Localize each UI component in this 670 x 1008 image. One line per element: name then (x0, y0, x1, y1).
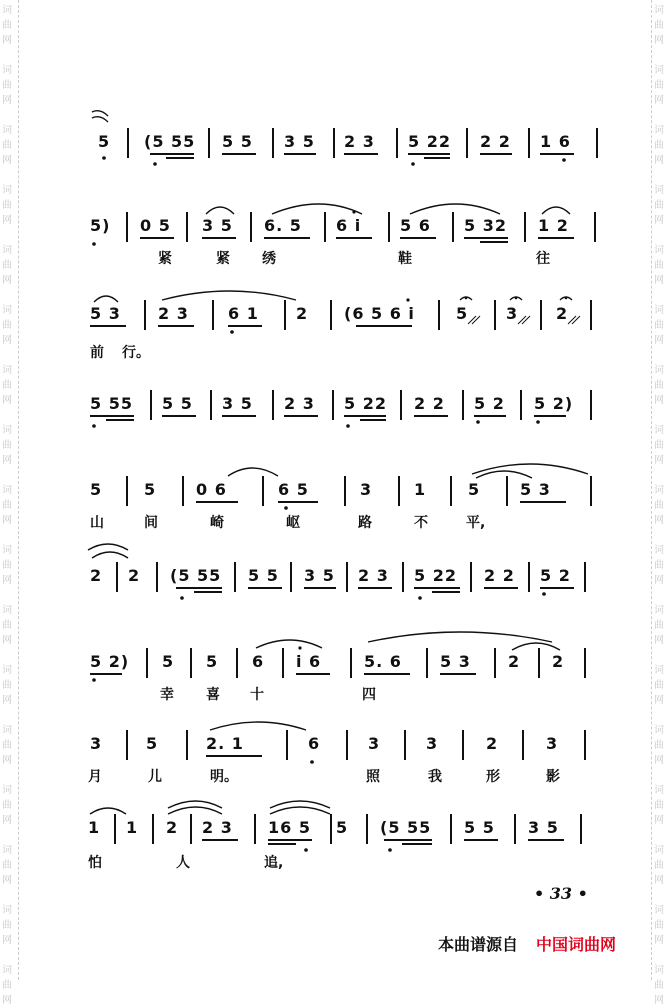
measure: 3 (368, 734, 381, 753)
measure: 1 (414, 480, 427, 499)
watermark-glyph: 曲 (654, 500, 664, 511)
measure: 5 2) (534, 394, 574, 413)
barline (584, 730, 586, 760)
barline (594, 212, 596, 242)
measure: 5 5 (222, 132, 253, 151)
lyric: 明。 (210, 769, 238, 785)
barline (402, 562, 404, 592)
source-label: 本曲谱源自 (438, 935, 519, 954)
page-number: • 33 • (534, 884, 588, 903)
lyric: 形 (486, 769, 500, 785)
barline (250, 212, 252, 242)
barline (470, 562, 472, 592)
watermark-glyph: 网 (654, 995, 664, 1006)
watermark-glyph: 网 (2, 275, 12, 286)
lyric: 我 (428, 769, 442, 785)
lyric: 前 (90, 345, 104, 361)
measure: 3 (426, 734, 439, 753)
measure: 16 5 (268, 818, 311, 837)
measure: 3 (506, 304, 519, 323)
watermark-glyph: 曲 (2, 740, 12, 751)
watermark-glyph: 网 (654, 575, 664, 586)
watermark-glyph: 曲 (2, 560, 12, 571)
barline (286, 730, 288, 760)
barline (146, 648, 148, 678)
watermark-glyph: 词 (2, 185, 12, 196)
measure: 2 2 (414, 394, 445, 413)
measure: 5 (146, 734, 159, 753)
watermark-glyph: 网 (654, 695, 664, 706)
measure: 5 5 (162, 394, 193, 413)
measure: 2 (296, 304, 309, 323)
measure: 5. 6 (364, 652, 402, 671)
measure: 0 6 (196, 480, 227, 499)
watermark-glyph: 词 (2, 305, 12, 316)
barline (450, 814, 452, 844)
measure: 2 (486, 734, 499, 753)
measure: 5 3 (90, 304, 121, 323)
watermark-glyph: 网 (2, 755, 12, 766)
watermark-glyph: 词 (2, 785, 12, 796)
measure: 2 (166, 818, 179, 837)
measure: 3 5 (202, 216, 233, 235)
measure: 5 (144, 480, 157, 499)
watermark-glyph: 网 (654, 395, 664, 406)
watermark-glyph: 网 (654, 755, 664, 766)
measure: 3 5 (304, 566, 335, 585)
measure: 3 (546, 734, 559, 753)
measure: 5 5 (248, 566, 279, 585)
lyric: 崎 (210, 515, 224, 531)
barline (234, 562, 236, 592)
watermark-glyph: 词 (654, 905, 664, 916)
barline (330, 814, 332, 844)
left-watermark-strip (0, 0, 19, 1006)
barline (330, 300, 332, 330)
barline (528, 562, 530, 592)
watermark-glyph: 网 (2, 215, 12, 226)
source-footer (438, 932, 616, 955)
lyric: 间 (144, 515, 158, 531)
measure: 6 (252, 652, 265, 671)
barline (332, 390, 334, 420)
watermark-glyph: 词 (2, 905, 12, 916)
barline (116, 562, 118, 592)
watermark-glyph: 网 (654, 635, 664, 646)
watermark-glyph: 曲 (2, 320, 12, 331)
barline (212, 300, 214, 330)
measure: 3 5 (222, 394, 253, 413)
watermark-glyph: 网 (2, 155, 12, 166)
watermark-glyph: 曲 (654, 920, 664, 931)
watermark-glyph: 曲 (2, 860, 12, 871)
measure: 5 2 (474, 394, 505, 413)
measure: 5 2 (540, 566, 571, 585)
barline (236, 648, 238, 678)
measure: 2 3 (202, 818, 233, 837)
watermark-glyph: 曲 (2, 800, 12, 811)
watermark-glyph: 词 (654, 965, 664, 976)
barline (538, 648, 540, 678)
barline (494, 648, 496, 678)
watermark-glyph: 词 (2, 65, 12, 76)
measure: 2 3 (284, 394, 315, 413)
watermark-glyph: 词 (654, 545, 664, 556)
barline (186, 730, 188, 760)
site-name[interactable]: 中国词曲网 (536, 935, 617, 954)
lyric: 十 (250, 687, 264, 703)
barline (126, 730, 128, 760)
watermark-glyph: 曲 (2, 500, 12, 511)
measure: 2 (90, 566, 103, 585)
measure: 6 i (336, 216, 362, 235)
watermark-glyph: 词 (2, 605, 12, 616)
lyric: 紧 (158, 251, 172, 267)
barline (210, 390, 212, 420)
watermark-glyph: 曲 (654, 380, 664, 391)
measure: 2 (552, 652, 565, 671)
barline (366, 814, 368, 844)
watermark-glyph: 曲 (2, 920, 12, 931)
measure: 1 6 (540, 132, 571, 151)
watermark-glyph: 网 (2, 455, 12, 466)
watermark-glyph: 曲 (654, 440, 664, 451)
watermark-glyph: 词 (654, 785, 664, 796)
measure: (5 55 (170, 566, 222, 585)
watermark-glyph: 曲 (654, 620, 664, 631)
watermark-glyph: 网 (2, 575, 12, 586)
barline (346, 730, 348, 760)
measure: 6 5 (278, 480, 309, 499)
barline (290, 562, 292, 592)
lyric: 往 (536, 251, 550, 267)
watermark-glyph: 网 (654, 455, 664, 466)
lyric: 人 (176, 855, 190, 871)
measure: 2 3 (158, 304, 189, 323)
barline (350, 648, 352, 678)
watermark-glyph: 网 (654, 515, 664, 526)
lyric: 岖 (286, 515, 300, 531)
barline (426, 648, 428, 678)
barline (114, 814, 116, 844)
watermark-glyph: 词 (2, 845, 12, 856)
watermark-glyph: 曲 (2, 260, 12, 271)
barline (540, 300, 542, 330)
watermark-glyph: 网 (2, 95, 12, 106)
measure: 0 5 (140, 216, 171, 235)
lyric: 行。 (122, 345, 150, 361)
watermark-glyph: 词 (654, 845, 664, 856)
measure: 3 5 (284, 132, 315, 151)
watermark-glyph: 曲 (2, 380, 12, 391)
watermark-glyph: 词 (2, 665, 12, 676)
watermark-glyph: 词 (654, 485, 664, 496)
watermark-glyph: 网 (654, 875, 664, 886)
lyric: 路 (358, 515, 372, 531)
watermark-glyph: 词 (654, 305, 664, 316)
watermark-glyph: 词 (2, 485, 12, 496)
lyric: 不 (414, 515, 428, 531)
barline (127, 128, 129, 158)
barline (396, 128, 398, 158)
measure: (5 55 (144, 132, 196, 151)
watermark-glyph: 词 (654, 425, 664, 436)
barline (452, 212, 454, 242)
watermark-glyph: 曲 (2, 680, 12, 691)
lyric: 月 (88, 769, 102, 785)
measure: 5 22 (344, 394, 387, 413)
watermark-glyph: 曲 (654, 20, 664, 31)
barline (144, 300, 146, 330)
barline (494, 300, 496, 330)
barline (590, 476, 592, 506)
watermark-glyph: 词 (654, 365, 664, 376)
measure: 5 22 (408, 132, 451, 151)
watermark-glyph: 曲 (654, 680, 664, 691)
watermark-glyph: 网 (654, 815, 664, 826)
watermark-glyph: 曲 (2, 620, 12, 631)
barline (272, 390, 274, 420)
measure: 5 32 (464, 216, 507, 235)
lyric: 追, (264, 855, 284, 871)
barline (466, 128, 468, 158)
measure: 5 (456, 304, 469, 323)
watermark-glyph: 词 (2, 545, 12, 556)
right-watermark-strip (651, 0, 670, 1006)
barline (462, 390, 464, 420)
barline (398, 476, 400, 506)
barline (262, 476, 264, 506)
barline (186, 212, 188, 242)
watermark-glyph: 曲 (654, 980, 664, 991)
measure: 5 (90, 480, 103, 499)
lyric: 影 (546, 769, 560, 785)
lyric: 绣 (262, 251, 276, 267)
measure: 5 5 (464, 818, 495, 837)
watermark-glyph: 曲 (2, 140, 12, 151)
watermark-glyph: 词 (654, 65, 664, 76)
watermark-glyph: 词 (654, 245, 664, 256)
measure: 5 (206, 652, 219, 671)
watermark-glyph: 曲 (2, 80, 12, 91)
barline (282, 648, 284, 678)
barline (254, 814, 256, 844)
watermark-glyph: 词 (2, 425, 12, 436)
measure: (6 5 6 i (344, 304, 415, 323)
watermark-glyph: 网 (2, 875, 12, 886)
barline (208, 128, 210, 158)
watermark-glyph: 网 (2, 515, 12, 526)
barline (506, 476, 508, 506)
barline (272, 128, 274, 158)
barline (388, 212, 390, 242)
lyric: 怕 (88, 855, 102, 871)
barline (344, 476, 346, 506)
measure: 5) (90, 216, 111, 235)
measure: 2 (128, 566, 141, 585)
watermark-glyph: 词 (2, 245, 12, 256)
watermark-glyph: 网 (2, 395, 12, 406)
lyric: 紧 (216, 251, 230, 267)
barline (584, 562, 586, 592)
barline (156, 562, 158, 592)
watermark-glyph: 网 (654, 95, 664, 106)
measure: 1 2 (538, 216, 569, 235)
watermark-glyph: 曲 (654, 740, 664, 751)
barline (528, 128, 530, 158)
watermark-glyph: 网 (2, 35, 12, 46)
measure: 2 3 (344, 132, 375, 151)
watermark-glyph: 曲 (654, 860, 664, 871)
measure: 5 55 (90, 394, 133, 413)
lyric: 幸 (160, 687, 174, 703)
barline (590, 300, 592, 330)
measure: 5 3 (440, 652, 471, 671)
barline (126, 212, 128, 242)
watermark-glyph: 网 (2, 695, 12, 706)
barline (584, 648, 586, 678)
barline (590, 390, 592, 420)
watermark-glyph: 网 (654, 275, 664, 286)
watermark-glyph: 网 (2, 815, 12, 826)
lyric: 山 (90, 515, 104, 531)
barline (182, 476, 184, 506)
watermark-glyph: 曲 (2, 440, 12, 451)
watermark-glyph: 词 (654, 665, 664, 676)
measure: 5 6 (400, 216, 431, 235)
measure: 3 5 (528, 818, 559, 837)
measure: 5 (162, 652, 175, 671)
watermark-glyph: 网 (654, 215, 664, 226)
watermark-glyph: 曲 (654, 800, 664, 811)
measure: i 6 (296, 652, 322, 671)
measure: 2 (508, 652, 521, 671)
measure: 6 1 (228, 304, 259, 323)
watermark-glyph: 网 (654, 35, 664, 46)
watermark-glyph: 词 (2, 365, 12, 376)
lyric: 四 (362, 687, 376, 703)
barline (400, 390, 402, 420)
watermark-glyph: 曲 (654, 200, 664, 211)
measure: 2 2 (484, 566, 515, 585)
watermark-glyph: 网 (654, 935, 664, 946)
measure: 1 (88, 818, 101, 837)
barline (450, 476, 452, 506)
barline (404, 730, 406, 760)
lyric: 鞋 (398, 251, 412, 267)
barline (514, 814, 516, 844)
barline (284, 300, 286, 330)
measure: 6. 5 (264, 216, 302, 235)
watermark-glyph: 曲 (654, 140, 664, 151)
watermark-glyph: 词 (2, 125, 12, 136)
watermark-glyph: 曲 (654, 80, 664, 91)
barline (522, 730, 524, 760)
barline (150, 390, 152, 420)
measure: 3 (360, 480, 373, 499)
watermark-glyph: 词 (654, 5, 664, 16)
barline (126, 476, 128, 506)
measure: 5 3 (520, 480, 551, 499)
watermark-glyph: 曲 (2, 200, 12, 211)
barline (190, 814, 192, 844)
measure: 2 3 (358, 566, 389, 585)
barline (346, 562, 348, 592)
barline (524, 212, 526, 242)
barline (438, 300, 440, 330)
watermark-glyph: 网 (654, 155, 664, 166)
barline (333, 128, 335, 158)
measure: 3 (90, 734, 103, 753)
watermark-glyph: 曲 (654, 260, 664, 271)
watermark-glyph: 网 (2, 935, 12, 946)
measure: 5 (98, 132, 111, 151)
measure: 2. 1 (206, 734, 244, 753)
watermark-glyph: 网 (654, 335, 664, 346)
measure: 6 (308, 734, 321, 753)
measure: (5 55 (380, 818, 432, 837)
watermark-glyph: 词 (654, 725, 664, 736)
watermark-glyph: 词 (2, 5, 12, 16)
lyric: 平, (466, 515, 486, 531)
watermark-glyph: 词 (654, 185, 664, 196)
watermark-glyph: 曲 (2, 980, 12, 991)
watermark-glyph: 词 (2, 965, 12, 976)
watermark-glyph: 曲 (2, 20, 12, 31)
watermark-glyph: 网 (2, 995, 12, 1006)
measure: 1 (126, 818, 139, 837)
barline (580, 814, 582, 844)
watermark-glyph: 网 (2, 635, 12, 646)
measure: 5 22 (414, 566, 457, 585)
watermark-glyph: 曲 (654, 320, 664, 331)
measure: 2 (556, 304, 569, 323)
watermark-glyph: 词 (654, 125, 664, 136)
lyric: 喜 (206, 687, 220, 703)
barline (462, 730, 464, 760)
measure: 5 (468, 480, 481, 499)
lyric: 照 (366, 769, 380, 785)
watermark-glyph: 词 (2, 725, 12, 736)
lyric: 儿 (148, 769, 162, 785)
barline (324, 212, 326, 242)
watermark-glyph: 网 (2, 335, 12, 346)
watermark-glyph: 曲 (654, 560, 664, 571)
measure: 2 2 (480, 132, 511, 151)
barline (596, 128, 598, 158)
measure: 5 2) (90, 652, 130, 671)
watermark-glyph: 词 (654, 605, 664, 616)
measure: 5 (336, 818, 349, 837)
barline (152, 814, 154, 844)
barline (520, 390, 522, 420)
barline (190, 648, 192, 678)
